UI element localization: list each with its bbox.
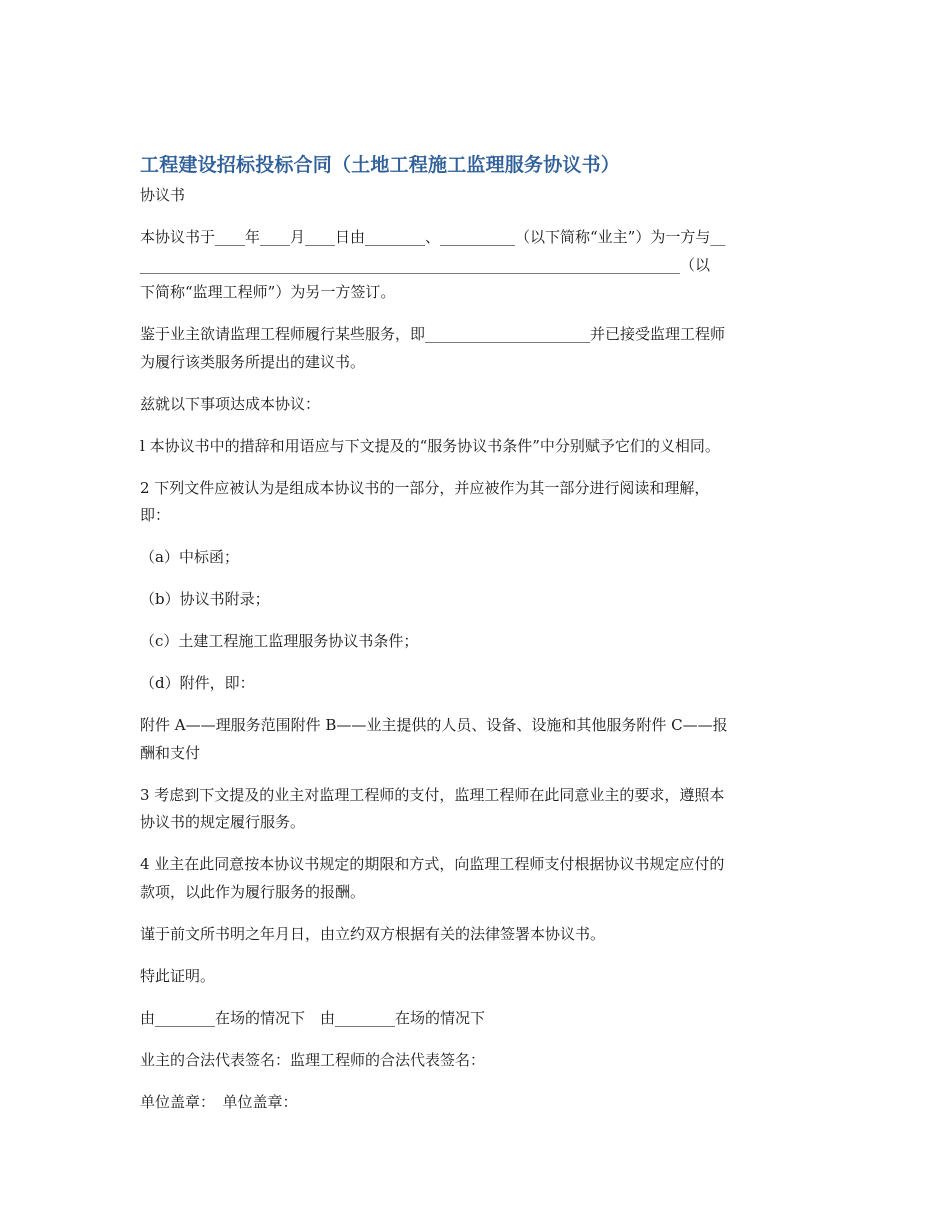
clause-2-line-1: 2 下列文件应被认为是组成本协议书的一部分，并应被作为其一部分进行阅读和理解， bbox=[140, 478, 710, 497]
clause-4-line-2: 款项，以此作为履行服务的报酬。 bbox=[140, 882, 366, 901]
clause-3-line-1: 3 考虑到下文提及的业主对监理工程师的支付，监理工程师在此同意业主的要求，遵照本 bbox=[140, 785, 725, 804]
document-subtitle: 协议书 bbox=[140, 186, 186, 204]
seal-line: 单位盖章： 单位盖章： bbox=[140, 1092, 298, 1111]
document-title: 工程建设招标投标合同（土地工程施工监理服务协议书） bbox=[140, 154, 621, 176]
sub-item-b: （b）协议书附录； bbox=[140, 590, 270, 608]
whereas-line-2: 为履行该类服务所提出的建议书。 bbox=[140, 352, 366, 371]
witness-statement: 谨于前文所书明之年月日，由立约双方根据有关的法律签署本协议书。 bbox=[140, 924, 606, 943]
clause-4 bbox=[140, 851, 810, 906]
clause-3 bbox=[140, 782, 810, 837]
intro-line-1: 本协议书于____年____月____日由________、__________（以下简称“业主”）为一方与__ bbox=[140, 228, 726, 246]
intro-line-2: ________________________________________________________________________（以 bbox=[140, 255, 711, 274]
whereas-line-1: 鉴于业主欲请监理工程师履行某些服务，即______________________并已接受监理工程师 bbox=[140, 325, 726, 343]
agreement-lead: 兹就以下事项达成本协议： bbox=[140, 394, 321, 413]
clause-3-line-2: 协议书的规定履行服务。 bbox=[140, 813, 306, 831]
clause-4-line-1: 4 业主在此同意按本协议书规定的期限和方式，向监理工程师支付根据协议书规定应付的 bbox=[140, 855, 725, 873]
sub-item-d: （d）附件，即： bbox=[140, 674, 255, 692]
sub-item-c: （c）土建工程施工监理服务协议书条件； bbox=[140, 632, 419, 650]
presence-line: 由________在场的情况下 由________在场的情况下 bbox=[140, 1008, 486, 1027]
annex-line-2: 酬和支付 bbox=[140, 743, 201, 762]
clause-1: l 本协议书中的措辞和用语应与下文提及的“服务协议书条件”中分别赋予它们的义相同。 bbox=[140, 436, 720, 455]
intro-paragraph bbox=[140, 224, 810, 307]
sub-item-a: （a）中标函； bbox=[140, 548, 239, 566]
intro-line-3: 下简称“监理工程师”）为另一方签订。 bbox=[140, 283, 396, 301]
certification-note: 特此证明。 bbox=[140, 966, 216, 985]
annex-list bbox=[140, 712, 810, 767]
clause-2-line-2: 即： bbox=[140, 506, 171, 524]
signature-line: 业主的合法代表签名：监理工程师的合法代表签名： bbox=[140, 1050, 486, 1069]
document-page bbox=[140, 150, 810, 1116]
whereas-paragraph bbox=[140, 321, 810, 376]
clause-2 bbox=[140, 475, 810, 530]
annex-line-1: 附件 A——理服务范围附件 B——业主提供的人员、设备、设施和其他服务附件 C——报 bbox=[140, 716, 728, 734]
